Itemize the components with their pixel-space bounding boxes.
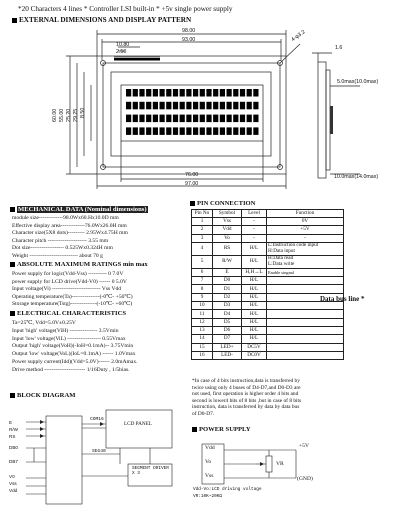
character-cell: [133, 89, 138, 97]
character-cell: [146, 127, 151, 134]
character-cell: [247, 115, 252, 123]
dim-offset-small: 2.50: [116, 49, 127, 55]
bus-note: [192, 378, 301, 418]
character-cell: [126, 115, 131, 123]
character-cell: [220, 89, 225, 97]
character-cell: [166, 127, 171, 134]
pin-cell: 0V: [267, 218, 344, 226]
pin-cell: LED+: [213, 343, 242, 351]
character-cell: [186, 127, 191, 134]
dim-width-outer: 98.00: [182, 28, 196, 34]
character-cell: [133, 127, 138, 134]
pin-cell: -: [242, 234, 267, 242]
pin-cell: D6: [213, 326, 242, 334]
dim-height-outer: 60.00: [52, 108, 58, 122]
pin-function-line: L:Data write: [268, 260, 295, 267]
power-caption-2: VR:10K~20KΩ: [193, 494, 222, 499]
pin-cell: H/L: [242, 302, 267, 310]
pin-cell: [267, 310, 344, 318]
pin-cell: -: [267, 234, 344, 242]
dim-width-holes: 93.00: [182, 37, 196, 43]
power-vss-label: Vss: [205, 473, 214, 479]
pin-cell: Enable singnal: [267, 268, 344, 276]
pin-cell: DC5V: [242, 343, 267, 351]
pin-row: [192, 268, 344, 276]
character-cell: [247, 89, 252, 97]
character-cell: [186, 89, 191, 97]
character-cell: [146, 115, 151, 123]
pin-cell: 13: [192, 326, 213, 334]
pin-cell: RS: [213, 242, 242, 255]
pin-cell: [267, 335, 344, 343]
character-cell: [166, 102, 171, 110]
segment-driver-label: SEGMENT DRIVER X 3: [132, 466, 169, 476]
character-cell: [240, 127, 245, 134]
pin-cell: 6: [192, 268, 213, 276]
character-cell: [186, 102, 191, 110]
square-bullet-icon: [192, 427, 197, 432]
power-vdd-label: Vdd: [205, 445, 215, 451]
pin-row: [192, 326, 344, 334]
pin-cell: Vdd: [213, 226, 242, 234]
pin-cell: D0: [213, 277, 242, 285]
dim-thickness-top: 1.6: [335, 45, 343, 51]
spec-row: Input 'high' voltage(ViH) --------------- 3.5Vmin: [12, 327, 119, 334]
character-cell: [200, 115, 205, 123]
dim-height-holes: 55.00: [59, 108, 65, 122]
pin-row: [192, 335, 344, 343]
spec-row: Output 'high' voltage(VoH)(-IoH=0.1mA)-- 3.75Vmin: [12, 343, 134, 350]
character-cell: [193, 102, 198, 110]
character-cell: [200, 89, 205, 97]
character-cell: [126, 89, 131, 97]
seg-label: SEG40: [92, 449, 106, 454]
character-cell: [227, 115, 232, 123]
pin-cell: 8: [192, 285, 213, 293]
character-cell: [200, 102, 205, 110]
character-cell: [206, 127, 211, 134]
character-cell: [166, 89, 171, 97]
input-label: E: [9, 420, 13, 425]
pin-cell: 7: [192, 277, 213, 285]
com-label: COM16: [90, 417, 104, 422]
pin-cell: E: [213, 268, 242, 276]
character-cell: [133, 115, 138, 123]
character-cell: [153, 102, 158, 110]
pin-cell: H/L: [242, 255, 267, 268]
col-header: Function: [267, 210, 344, 218]
pin-cell: 1: [192, 218, 213, 226]
character-cell: [180, 102, 185, 110]
character-cell: [206, 89, 211, 97]
pin-cell: H/L: [242, 310, 267, 318]
character-cell: [213, 102, 218, 110]
pin-cell: [267, 343, 344, 351]
character-cell: [233, 102, 238, 110]
pin-function-cell: [267, 255, 344, 268]
character-cell: [220, 127, 225, 134]
character-cell: [240, 102, 245, 110]
spec-row: Storage temperature(Tstg)--------------(-10℃- +60℃): [12, 301, 133, 308]
character-cell: [233, 89, 238, 97]
character-cell: [160, 102, 165, 110]
character-cell: [180, 127, 185, 134]
dim-side-label-2: 10.0max(14.0max): [334, 174, 379, 180]
pin-cell: 11: [192, 310, 213, 318]
character-cell: [247, 102, 252, 110]
character-cell: [139, 102, 144, 110]
pin-cell: 2: [192, 226, 213, 234]
spec-row: Input 'low' voltage(ViL) ------------------ 0.55Vmax: [12, 335, 126, 342]
pin-cell: 5: [192, 255, 213, 268]
section-title-block: BLOCK DIAGRAM: [10, 393, 75, 400]
spec-row: Weight -------------------------- about 70 g: [12, 252, 103, 259]
pin-cell: D2: [213, 293, 242, 301]
power-caption-1: Vdd-Vo:LCD driving voltage: [193, 487, 262, 492]
character-cell: [139, 89, 144, 97]
spec-row: Drive method ---------------------- 1/16Duty , 1/5bias.: [12, 366, 130, 373]
pin-cell: [267, 285, 344, 293]
section-title-pins: PIN CONNECTION: [190, 201, 255, 208]
block-input-labels: [9, 419, 18, 494]
character-cell: [173, 89, 178, 97]
pin-function-line: H:Data input: [268, 247, 295, 254]
spec-row: Character pitch --------------------- 3.55 mm: [12, 237, 109, 244]
pin-cell: [267, 277, 344, 285]
mechanical-data-list: [12, 215, 128, 261]
input-label: V0: [9, 474, 15, 479]
power-vr-label: VR: [276, 461, 284, 467]
pin-cell: 16: [192, 351, 213, 359]
pin-cell: H/L: [242, 285, 267, 293]
character-cell: [253, 102, 258, 110]
character-cell: [253, 115, 258, 123]
character-cell: [126, 127, 131, 134]
dim-view-width: 76.00: [185, 172, 199, 178]
note-line: *In case of 4 bits instruction,data is transferred by: [192, 378, 300, 384]
character-cell: [206, 115, 211, 123]
square-bullet-icon: [10, 262, 15, 267]
spec-row: module size-------------98.0Wx60.Hx10.0D mm: [12, 215, 119, 221]
character-cell: [160, 115, 165, 123]
character-cell: [240, 89, 245, 97]
electrical-list: [12, 320, 138, 375]
pin-table-header: [192, 210, 344, 218]
pin-cell: 3: [192, 234, 213, 242]
pin-cell: D3: [213, 302, 242, 310]
pin-cell: 14: [192, 335, 213, 343]
character-cell: [193, 89, 198, 97]
pin-cell: +5V: [267, 226, 344, 234]
square-bullet-icon: [190, 201, 195, 206]
power-vo-label: Vo: [205, 459, 212, 465]
character-cell: [227, 89, 232, 97]
pin-cell: H,H→L: [242, 268, 267, 276]
pin-row: [192, 310, 344, 318]
character-cell: [173, 115, 178, 123]
character-cell: [173, 127, 178, 134]
dim-bottom-width: 97.00: [185, 181, 199, 187]
pin-cell: H/L: [242, 277, 267, 285]
character-cell: [139, 115, 144, 123]
pin-cell: H/L: [242, 293, 267, 301]
pin-function-cell: [267, 242, 344, 255]
spec-row: power supply for LCD drive(Vdd-V0) ------ 0 5.0V: [12, 278, 127, 285]
pin-cell: Vss: [213, 218, 242, 226]
character-cell: [146, 102, 151, 110]
pin-cell: R/W: [213, 255, 242, 268]
character-cell: [200, 127, 205, 134]
pin-function-line: H:Data read: [268, 255, 294, 262]
character-cell: [206, 102, 211, 110]
absmax-list: [12, 271, 133, 309]
pin-row: [192, 255, 344, 268]
character-cell: [139, 127, 144, 134]
pin-cell: 9: [192, 293, 213, 301]
dim-hole: 4-φ3.2: [290, 29, 307, 44]
character-cell: [227, 102, 232, 110]
character-cell: [253, 89, 258, 97]
pin-cell: H/L: [242, 242, 267, 255]
input-label: DB0: [9, 445, 18, 450]
input-label: R/W: [9, 427, 18, 432]
square-bullet-icon: [10, 207, 15, 212]
pin-row: [192, 351, 344, 359]
character-cell: [146, 89, 151, 97]
pin-cell: D5: [213, 318, 242, 326]
section-title-power: POWER SUPPLY: [192, 427, 251, 434]
spec-row: Ta=25℃, Vdd=5.0V±0.25V: [12, 320, 76, 326]
character-cell: [160, 89, 165, 97]
character-cell: [220, 115, 225, 123]
pin-cell: -: [242, 218, 267, 226]
character-cell: [153, 127, 158, 134]
spec-summary-line: *20 Characters 4 lines * Controller LSI built-in * +5v single power supply: [18, 5, 233, 13]
spec-row: Character size(5X8 dots)--------- 2.95Wx4.75H mm: [12, 230, 128, 237]
lcd-panel-label: LCD PANEL: [124, 421, 152, 427]
character-cell: [233, 127, 238, 134]
dim-side-label-1: 5.0max(10.0max): [337, 79, 379, 85]
character-cell: [153, 89, 158, 97]
dim-height-view: 25.20: [66, 108, 72, 122]
section-title-electrical: ELECTRICAL CHARACTERISTICS: [10, 311, 126, 318]
pin-cell: [267, 326, 344, 334]
pin-cell: D4: [213, 310, 242, 318]
note-line: of D0-D7.: [192, 410, 215, 417]
character-cell: [220, 102, 225, 110]
dim-height-bezel: 29.25: [73, 108, 79, 122]
pin-cell: LED-: [213, 351, 242, 359]
data-bus-label: Data bus line *: [320, 295, 365, 303]
spec-row: Power supply for logic(Vdd-Vss) ---------- 0 7.0V: [12, 271, 124, 277]
character-cell: [193, 115, 198, 123]
section-title-dimensions: EXTERNAL DIMENSIONS AND DISPLAY PATTERN: [12, 17, 191, 24]
dim-offset-y: 8.50: [80, 107, 86, 118]
pin-cell: 12: [192, 318, 213, 326]
pin-row: [192, 285, 344, 293]
character-cell: [227, 127, 232, 134]
pin-function-line: L:Instruction code input: [268, 242, 319, 249]
note-line: second is lower4 bits of 8 bits ,but in case of 8 bits: [192, 397, 302, 404]
pin-cell: H/L: [242, 335, 267, 343]
pin-cell: [267, 318, 344, 326]
square-bullet-icon: [10, 311, 15, 316]
spec-row: Effective display area-------------76.0Wx26.0H mm: [12, 222, 127, 229]
character-cell: [233, 115, 238, 123]
col-header: Pin No: [192, 210, 213, 218]
note-line: instruction, data is transferred by data by data bus: [192, 404, 300, 411]
pin-row: [192, 242, 344, 255]
character-cell: [126, 102, 131, 110]
pin-row: [192, 218, 344, 226]
character-cell: [180, 89, 185, 97]
spec-row: Dot size------------------ 0.525Wx0.324H mm: [12, 245, 113, 252]
square-bullet-icon: [10, 393, 15, 398]
input-label: Vss: [9, 481, 17, 486]
pin-row: [192, 234, 344, 242]
character-cell: [133, 102, 138, 110]
pin-cell: D7: [213, 335, 242, 343]
col-header: Symbol: [213, 210, 242, 218]
square-bullet-icon: [12, 18, 17, 23]
pin-cell: H/L: [242, 326, 267, 334]
section-title-mechanical: MECHANICAL DATA (Nominal dimensions): [10, 207, 148, 214]
character-cell: [173, 102, 178, 110]
pin-cell: 10: [192, 302, 213, 310]
spec-row: Operating temperature(Ta)---------------(-0℃- +50℃): [12, 293, 133, 300]
pin-cell: 4: [192, 242, 213, 255]
pin-row: [192, 226, 344, 234]
character-cell: [180, 115, 185, 123]
pin-row: [192, 277, 344, 285]
character-cell: [213, 115, 218, 123]
dim-offset-x: 10.80: [116, 42, 130, 48]
power-gnd-label: (GND): [297, 476, 313, 482]
character-cell: [186, 115, 191, 123]
character-cell: [193, 127, 198, 134]
pin-cell: DC0V: [242, 351, 267, 359]
note-line: twice using only 4 buses of D4-D7,and D0-D3 are: [192, 384, 301, 391]
pin-cell: 15: [192, 343, 213, 351]
spec-row: Power supply current(Idd)(Vdd=5.0V)------ 2.0mAmax.: [12, 358, 138, 365]
character-cell: [240, 115, 245, 123]
pin-cell: -: [242, 226, 267, 234]
character-cell: [247, 127, 252, 134]
character-cell: [213, 127, 218, 134]
input-label: DB7: [9, 459, 18, 464]
spec-row: Input voltage(Vi) -------------------------- Vss Vdd: [12, 286, 122, 293]
note-line: not used, first operation is higher order 4 bits and: [192, 391, 299, 398]
character-cell: [153, 115, 158, 123]
power-plus5v-label: +5V: [299, 443, 309, 449]
input-label: Vdd: [9, 488, 18, 493]
pin-row: [192, 318, 344, 326]
section-title-absmax: ABSOLUTE MAXIMUM RATINGS min max: [10, 262, 148, 269]
col-header: Level: [242, 210, 267, 218]
pin-connection-table: [191, 209, 344, 360]
pin-row: [192, 343, 344, 351]
character-cell: [253, 127, 258, 134]
spec-row: Output 'low' voltage(VoL)(IoL=0.1mA) ------ 1.0Vmax: [12, 351, 136, 358]
pin-cell: H/L: [242, 318, 267, 326]
input-label: RS: [9, 434, 16, 439]
pin-cell: Vo: [213, 234, 242, 242]
character-cell: [160, 127, 165, 134]
character-cell: [213, 89, 218, 97]
pin-cell: [267, 351, 344, 359]
pin-cell: D1: [213, 285, 242, 293]
character-cell: [166, 115, 171, 123]
